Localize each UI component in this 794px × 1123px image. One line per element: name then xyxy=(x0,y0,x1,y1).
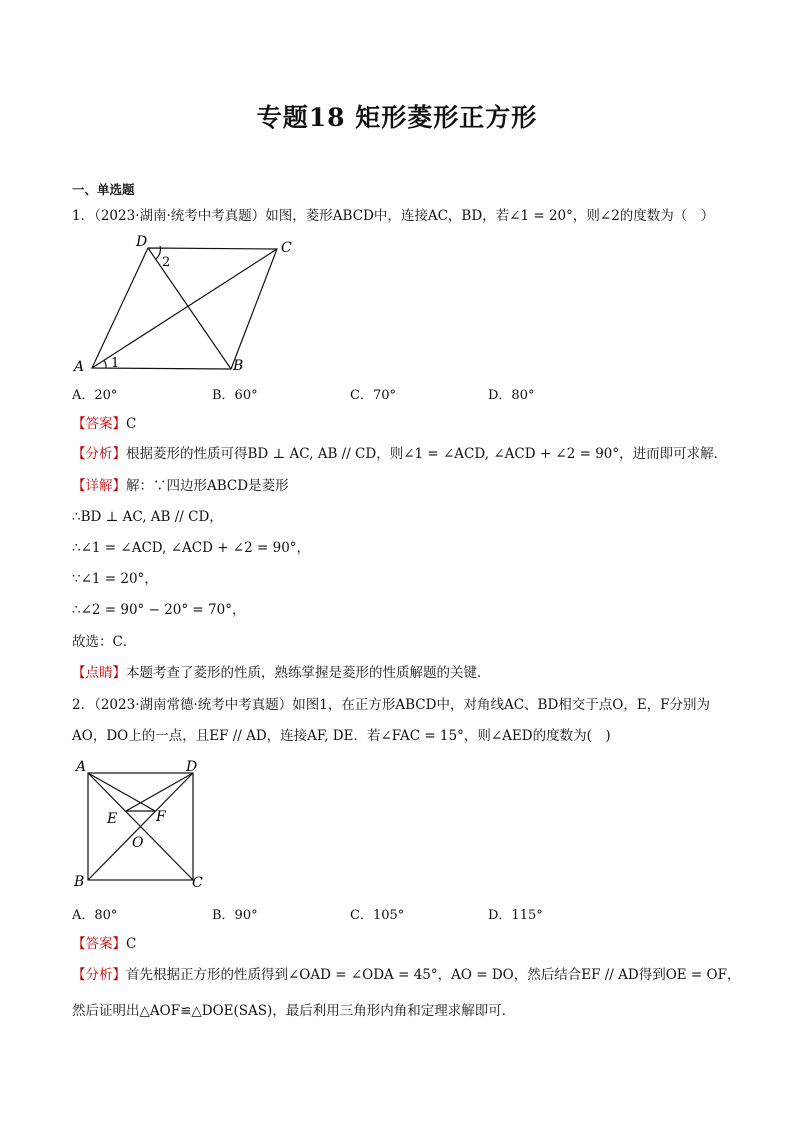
label-d: D xyxy=(186,759,198,775)
label-e: E xyxy=(107,811,118,827)
label-angle-1: 1 xyxy=(111,356,120,371)
segment-de xyxy=(126,773,193,811)
label-b: B xyxy=(233,358,244,374)
q2-option-a: A．80° xyxy=(72,908,118,923)
q2-option-d: D．115° xyxy=(488,908,543,923)
q2-analysis-line-1 xyxy=(72,966,740,984)
analysis-tag: 【分析】 xyxy=(72,446,126,462)
q1-detail xyxy=(72,477,289,495)
q1-step-1: ∴BD ⊥ AC, AB // CD， xyxy=(72,509,223,525)
comment-text: 本题考查了菱形的性质，熟练掌握是菱形的性质解题的关键． xyxy=(126,665,491,681)
q1-comment xyxy=(72,664,491,682)
answer-tag: 【答案】 xyxy=(72,936,126,952)
detail-tag: 【详解】 xyxy=(72,478,126,494)
q1-analysis xyxy=(72,445,727,463)
label-a: A xyxy=(76,759,87,775)
label-o: O xyxy=(132,835,144,851)
segment-af xyxy=(88,773,155,811)
analysis-text: 根据菱形的性质可得BD ⊥ AC, AB // CD，则∠1 = ∠ACD, ∠ACD + ∠2 = 90°，进而即可求解． xyxy=(126,446,728,462)
q1-stem: 1．（2023·湖南·统考中考真题）如图，菱形ABCD中，连接AC，BD，若∠1 = 20°，则∠2的度数为（ ） xyxy=(72,208,715,224)
q2-stem-line-1: 2．（2023·湖南常德·统考中考真题）如图1，在正方形ABCD中，对角线AC、BD相交于点O，E，F分别为 xyxy=(72,697,711,713)
q2-option-b: B．90° xyxy=(212,908,258,923)
q1-step-3: ∵∠1 = 20°， xyxy=(72,571,158,587)
q1-step-2: ∴∠1 = ∠ACD, ∠ACD + ∠2 = 90°， xyxy=(72,540,311,556)
label-a: A xyxy=(74,359,85,375)
angle-1-arc xyxy=(104,360,106,368)
section-heading: 一、单选题 xyxy=(72,182,135,197)
q1-option-d: D．80° xyxy=(488,388,535,403)
label-c: C xyxy=(281,240,292,256)
q1-step-4: ∴∠2 = 90° − 20° = 70°， xyxy=(72,602,246,618)
q2-analysis-line-2: 然后证明出△AOF≌△DOE(SAS)，最后利用三角形内角和定理求解即可． xyxy=(72,1003,516,1019)
page-title: 专题18 矩形菱形正方形 xyxy=(256,103,538,132)
q1-rhombus-figure xyxy=(70,230,310,380)
label-c: C xyxy=(192,875,203,891)
label-d: D xyxy=(136,234,148,250)
answer-value: C xyxy=(126,416,137,432)
comment-tag: 【点睛】 xyxy=(72,665,126,681)
q1-answer xyxy=(72,415,136,433)
answer-tag: 【答案】 xyxy=(72,416,126,432)
q1-option-a: A．20° xyxy=(72,388,118,403)
q2-answer xyxy=(72,935,136,953)
q1-option-b: B．60° xyxy=(212,388,258,403)
answer-value: C xyxy=(126,936,137,952)
q2-option-c: C．105° xyxy=(350,908,405,923)
label-angle-2: 2 xyxy=(162,255,171,270)
label-b: B xyxy=(74,874,85,890)
diagonal-bd xyxy=(148,248,231,369)
q1-step-5: 故选：C． xyxy=(72,634,137,650)
q1-option-c: C．70° xyxy=(350,388,396,403)
analysis-text: 首先根据正方形的性质得到∠OAD = ∠ODA = 45°，AO = DO，然后结合EF // AD得到OE = OF， xyxy=(126,967,741,983)
q2-square-figure xyxy=(70,757,220,892)
q2-stem-line-2: AO，DO上的一点，且EF // AD，连接AF, DE．若∠FAC = 15°，则∠AED的度数为( ) xyxy=(72,728,611,744)
analysis-tag: 【分析】 xyxy=(72,967,126,983)
detail-first-line: 解：∵四边形ABCD是菱形 xyxy=(126,478,289,494)
label-f: F xyxy=(156,809,166,825)
